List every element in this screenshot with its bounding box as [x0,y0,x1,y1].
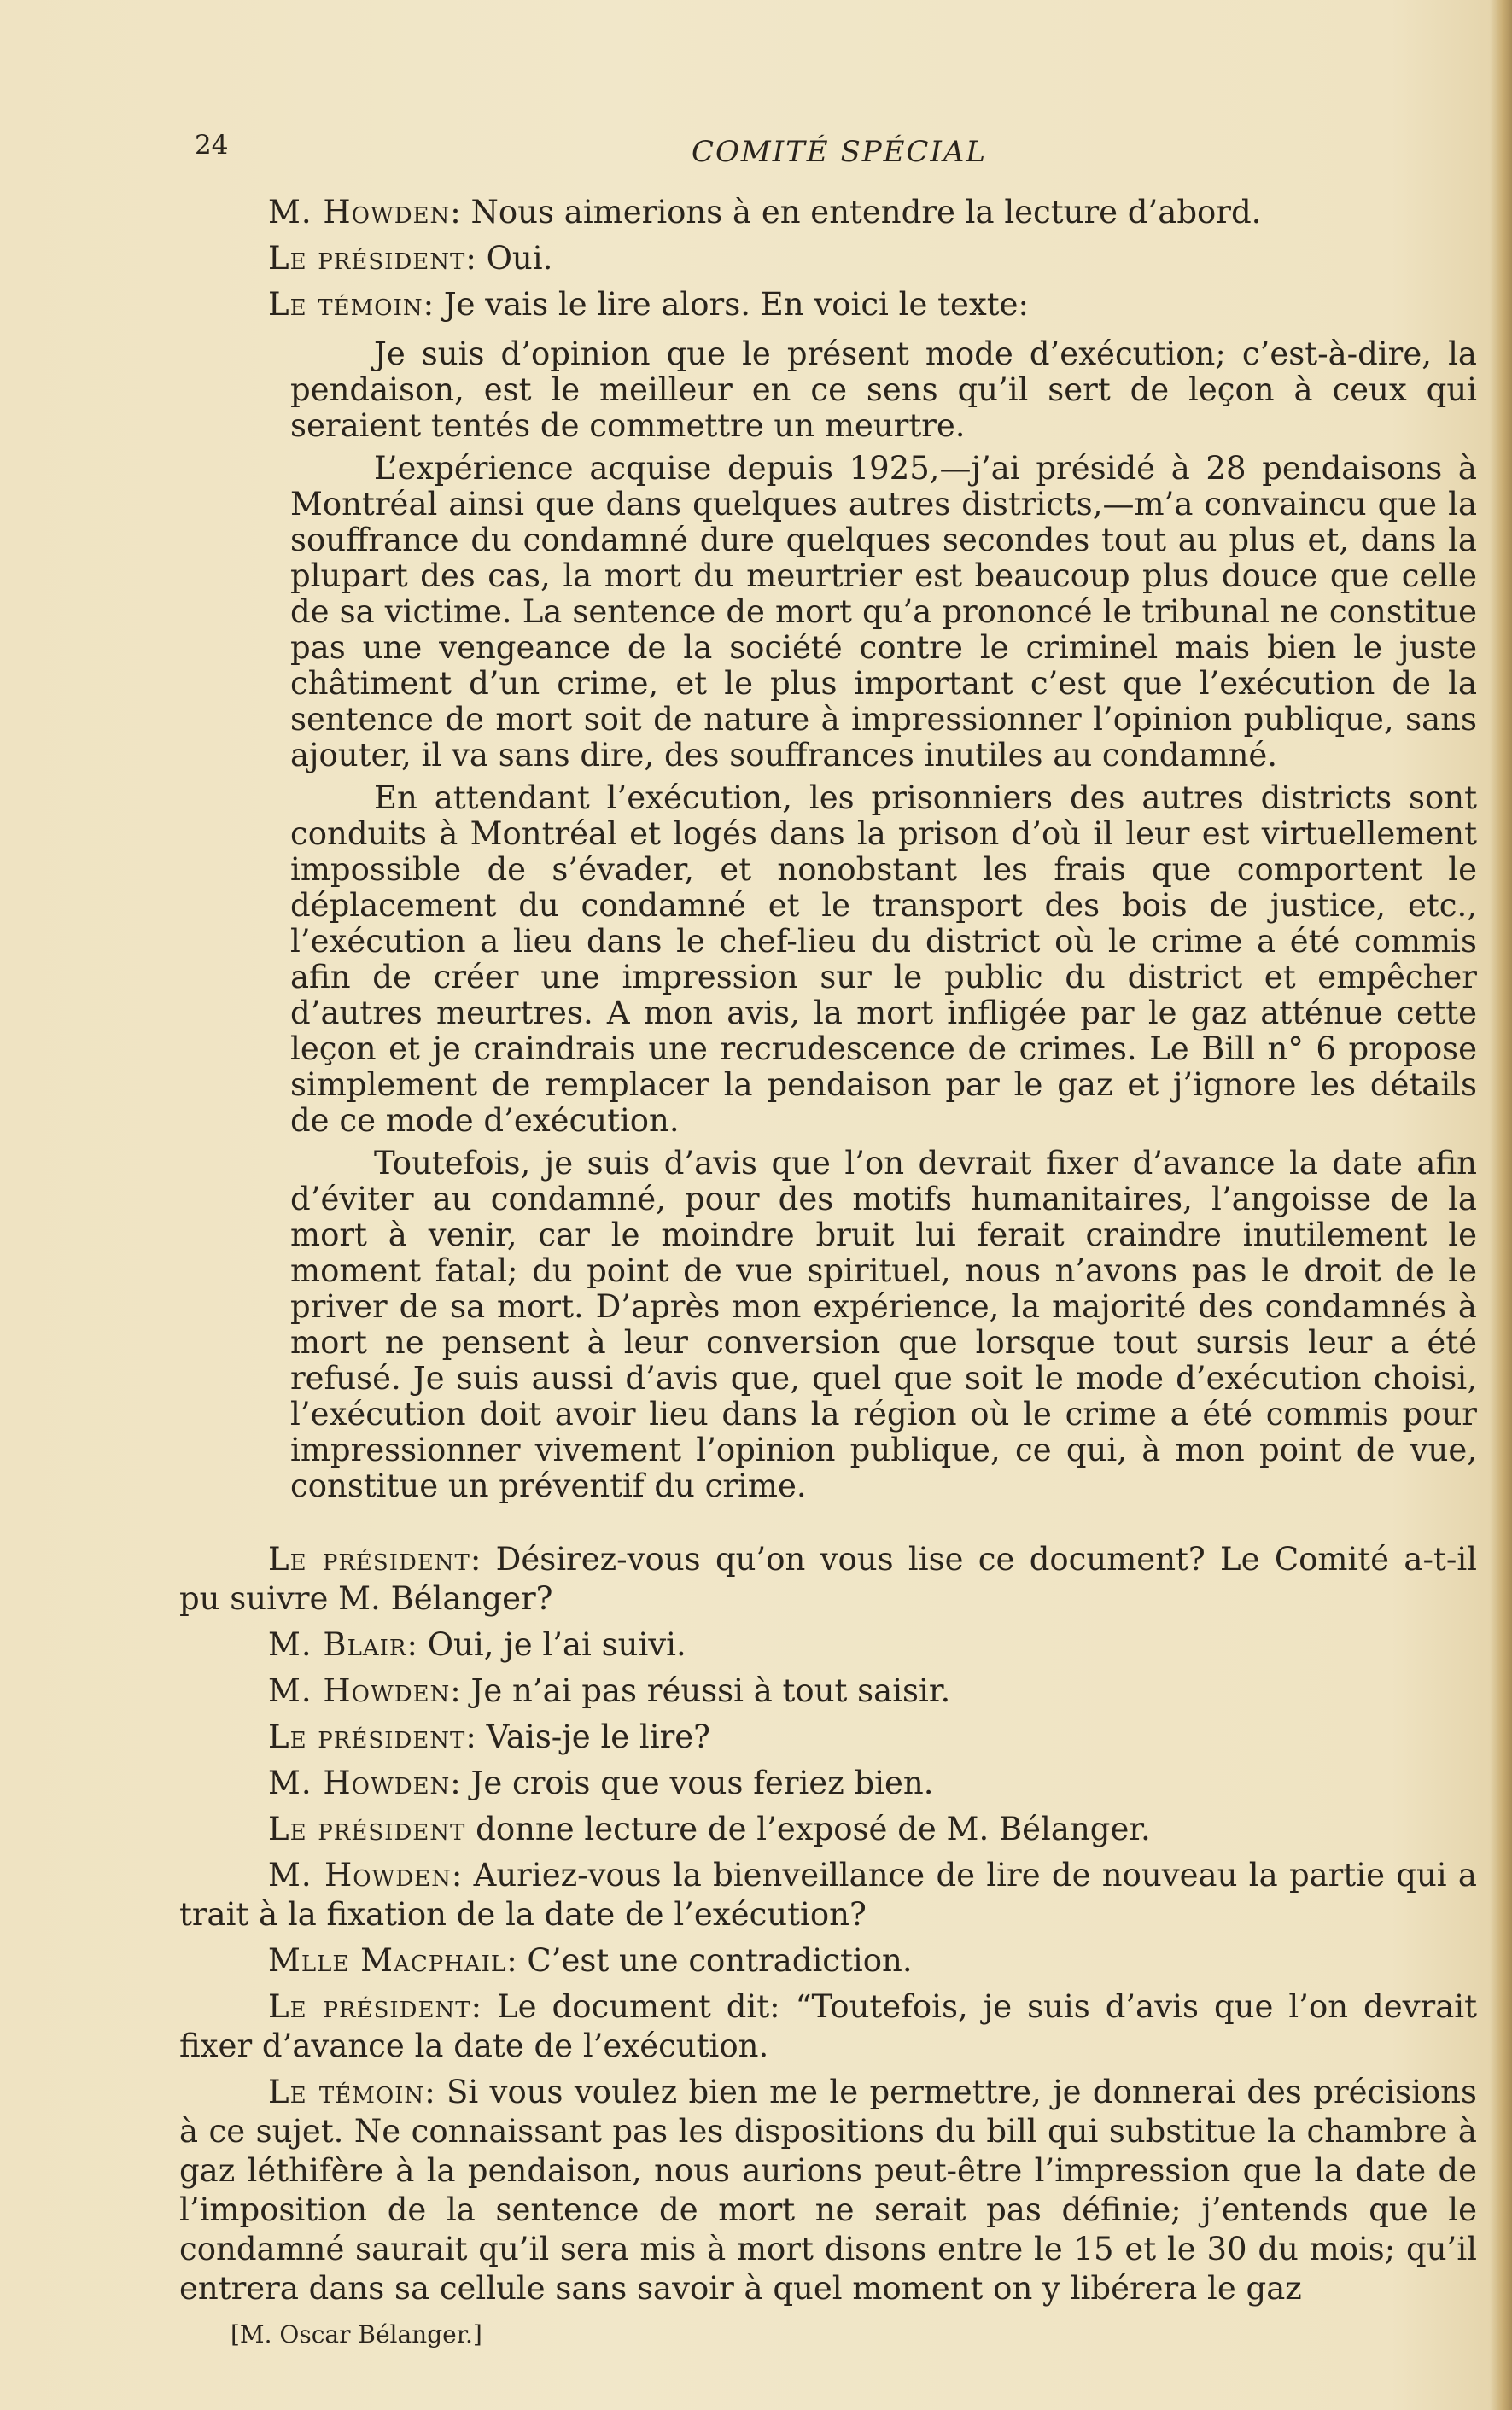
speech-text: : Je n’ai pas réussi à tout saisir. [450,1672,951,1709]
speaker-label: Le président [268,1541,470,1578]
speaker-label: Le président [268,1719,466,1755]
page-body [179,193,1477,2355]
quote-paragraph: Je suis d’opinion que le présent mode d’exécution; c’est-à-dire, la pendaison, est le meilleur en ce sens qu’il sert de leçon à ceux qui seraient tentés de commettre un meurtre. [290,336,1477,444]
page-footer-note: [M. Oscar Bélanger.] [231,2320,482,2349]
page-edge-shadow [1490,0,1512,2410]
quote-paragraph: Toutefois, je suis d’avis que l’on devrait fixer d’avance la date afin d’éviter au condamné, pour des motifs humanitaires, l’angoisse de la mort à venir, car le moindre bruit lui ferait craindre inutilement le moment fatal; du point de vue spirituel, nous n’avons pas le droit de le priver de sa mort. D’après mon expérience, la majorité des condamnés à mort ne pensent à leur conversion que lorsque tout sursis leur a été refusé. Je suis aussi d’avis que, quel que soit le mode d’exécution choisi, l’exécution doit avoir lieu dans la région où le crime a été commis pour impressionner vivement l’opinion publique, ce qui, à mon point de vue, constitue un préventif du crime. [290,1145,1477,1504]
dialogue-line [179,1672,1477,1711]
speaker-label: M. Howden [268,1765,451,1801]
speech-text: : Vais-je le lire? [465,1719,711,1755]
quoted-statement [290,336,1477,1504]
quote-paragraph: L’expérience acquise depuis 1925,—j’ai présidé à 28 pendaisons à Montréal ainsi que dans quelques autres districts,—m’a convaincu que la souffrance du condamné dure quelques secondes tout au plus et, dans la plupart des cas, la mort du meurtrier est beaucoup plus douce que celle de sa victime. La sentence de mort qu’a prononcé le tribunal ne constitue pas une vengeance de la société contre le criminel mais bien le juste châtiment d’un crime, et le plus important c’est que l’exécution de la sentence de mort soit de nature à impressionner l’opinion publique, sans ajouter, il va sans dire, des souffrances inutiles au condamné. [290,450,1477,773]
dialogue-line [179,1987,1477,2066]
dialogue-line [179,1810,1477,1849]
speaker-label: Le témoin [268,2074,425,2110]
speaker-label: M. Howden [268,194,451,230]
speech-text: : C’est une contradiction. [506,1942,913,1979]
speech-text: : Nous aimerions à en entendre la lecture d’abord. [450,194,1262,230]
speech-text: : Oui. [465,240,553,277]
speaker-label: Le témoin [268,286,423,323]
dialogue-line [179,2073,1477,2308]
quote-paragraph: En attendant l’exécution, les prisonniers des autres districts sont conduits à Montréal et logés dans la prison d’où il leur est virtuellement impossible de s’évader, et nonobstant les frais que comportent le déplacement du condamné et le transport des bois de justice, etc., l’exécution a lieu dans le chef-lieu du district où le crime a été commis afin de créer une impression sur le public du district et empêcher d’autres meurtres. A mon avis, la mort infligée par le gaz atténue cette leçon et je craindrais une recrudescence de crimes. Le Bill n° 6 propose simplement de remplacer la pendaison par le gaz et j’ignore les détails de ce mode d’exécution. [290,779,1477,1139]
dialogue-line [179,239,1477,278]
speech-text: : Auriez-vous la bienveillance de lire de nouveau la partie qui a trait à la fixation de la date de l’exécution? [179,1857,1477,1933]
speech-text: donne lecture de l’exposé de M. Bélanger. [465,1811,1151,1847]
page-number: 24 [195,130,229,160]
dialogue-line [179,193,1477,232]
speech-text: : Désirez-vous qu’on vous lise ce document? Le Comité a-t-il pu suivre M. Bélanger? [179,1541,1477,1617]
speech-text: : Oui, je l’ai suivi. [406,1626,686,1663]
dialogue-line [179,1540,1477,1619]
dialogue-line [179,1856,1477,1934]
running-title: COMITÉ SPÉCIAL [692,135,988,169]
dialogue-line [179,285,1477,324]
speaker-label: M. Howden [268,1672,451,1709]
speech-text: : Je vais le lire alors. En voici le texte: [423,286,1030,323]
speech-text: : Le document dit: “Toutefois, je suis d’avis que l’on devrait fixer d’avance la date de l’exécution. [179,1988,1477,2064]
speaker-label: Le président [268,1811,466,1847]
speaker-label: Mlle Macphail [268,1942,507,1979]
dialogue-line [179,1941,1477,1981]
dialogue-line [179,1718,1477,1757]
dialogue-line [179,1764,1477,1803]
page-header [195,130,1475,172]
speaker-label: Le président [268,240,466,277]
dialogue-line [179,1625,1477,1665]
speaker-label: Le président [268,1988,471,2025]
speech-text: : Je crois que vous feriez bien. [450,1765,934,1801]
speech-text: : Si vous voulez bien me le permettre, je donnerai des précisions à ce sujet. Ne connaissant pas les dispositions du bill qui substitue la chambre à gaz léthifère à la pendaison, nous aurions peut-être l’impression que la date de l’imposition de la sentence de mort ne serait pas définie; j’entends que le condamné saurait qu’il sera mis à mort disons entre le 15 et le 30 du mois; qu’il entrera dans sa cellule sans savoir à quel moment on y libérera le gaz [179,2074,1477,2307]
speaker-label: M. Blair [268,1626,407,1663]
speaker-label: M. Howden [268,1857,452,1894]
